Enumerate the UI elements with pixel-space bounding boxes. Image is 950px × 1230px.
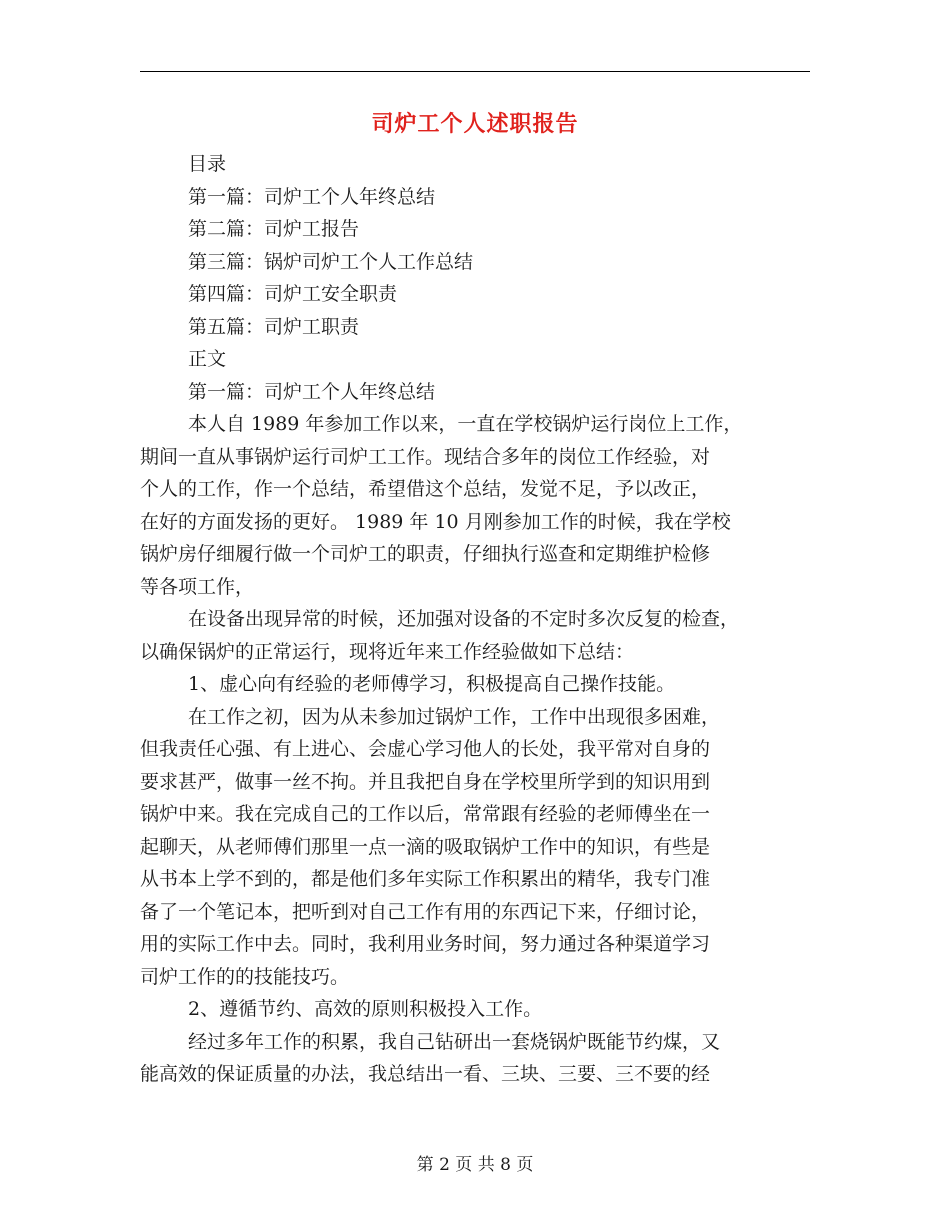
paragraph-line: 要求甚严，做事一丝不拘。并且我把自身在学校里所学到的知识用到 <box>140 770 711 793</box>
page-number-footer: 第 2 页 共 8 页 <box>416 1155 534 1175</box>
toc-item: 第一篇：司炉工个人年终总结 <box>188 185 436 208</box>
toc-item: 第五篇：司炉工职责 <box>188 315 360 338</box>
paragraph-line: 本人自 1989 年参加工作以来，一直在学校锅炉运行岗位上工作， <box>188 413 743 435</box>
paragraph-line: 但我责任心强、有上进心、会虚心学习他人的长处，我平常对自身的 <box>140 738 711 760</box>
paragraph <box>140 603 812 668</box>
paragraph-line: 经过多年工作的积累，我自己钻研出一套烧锅炉既能节约煤，又 <box>188 1030 721 1053</box>
paragraph <box>140 701 812 994</box>
paragraph-line: 个人的工作，作一个总结，希望借这个总结，发觉不足，予以改正， <box>140 478 711 500</box>
paragraph-line: 从书本上学不到的，都是他们多年实际工作积累出的精华，我专门准 <box>140 868 711 890</box>
paragraph-line: 在好的方面发扬的更好。 1989 年 10 月刚参加工作的时候，我在学校 <box>140 510 731 533</box>
paragraph-line: 备了一个笔记本，把听到对自己工作有用的东西记下来，仔细讨论， <box>140 900 711 923</box>
paragraph-line: 在设备出现异常的时候，还加强对设备的不定时多次反复的检查， <box>188 608 740 630</box>
paragraph <box>140 1026 812 1091</box>
paragraph-line: 在工作之初，因为从未参加过锅炉工作，工作中出现很多困难， <box>188 705 721 728</box>
toc-item: 第二篇：司炉工报告 <box>188 218 360 240</box>
section-heading: 第一篇：司炉工个人年终总结 <box>188 380 436 403</box>
paragraph <box>140 993 812 1026</box>
toc-item: 第四篇：司炉工安全职责 <box>188 283 398 305</box>
document-title: 司炉工个人述职报告 <box>371 111 579 137</box>
toc-heading: 目录 <box>188 153 227 175</box>
list-heading: 1、虚心向有经验的老师傅学习，积极提高自己操作技能。 <box>188 673 676 695</box>
paragraph-line: 用的实际工作中去。同时，我利用业务时间，努力通过各种渠道学习 <box>140 933 711 955</box>
toc-item: 第三篇：锅炉司炉工个人工作总结 <box>188 250 474 273</box>
list-heading: 2、遵循节约、高效的原则积极投入工作。 <box>188 998 543 1020</box>
paragraph-line: 等各项工作， <box>140 575 255 598</box>
paragraph-line: 锅炉中来。我在完成自己的工作以后，常常跟有经验的老师傅坐在一 <box>140 803 711 825</box>
paragraph <box>140 668 812 701</box>
paragraph-line: 起聊天，从老师傅们那里一点一滴的吸取锅炉工作中的知识，有些是 <box>140 835 711 858</box>
body-heading: 正文 <box>188 348 227 370</box>
paragraph-line: 司炉工作的的技能技巧。 <box>140 965 350 988</box>
document-body <box>140 148 812 1091</box>
paragraph-line: 锅炉房仔细履行做一个司炉工的职责，仔细执行巡查和定期维护检修 <box>140 543 711 565</box>
paragraph <box>140 408 812 603</box>
paragraph-line: 能高效的保证质量的办法，我总结出一看、三块、三要、三不要的经 <box>140 1063 711 1085</box>
paragraph-line: 以确保锅炉的正常运行，现将近年来工作经验做如下总结： <box>140 640 635 663</box>
header-rule <box>140 71 810 72</box>
paragraph-line: 期间一直从事锅炉运行司炉工工作。现结合多年的岗位工作经验，对 <box>140 445 711 468</box>
